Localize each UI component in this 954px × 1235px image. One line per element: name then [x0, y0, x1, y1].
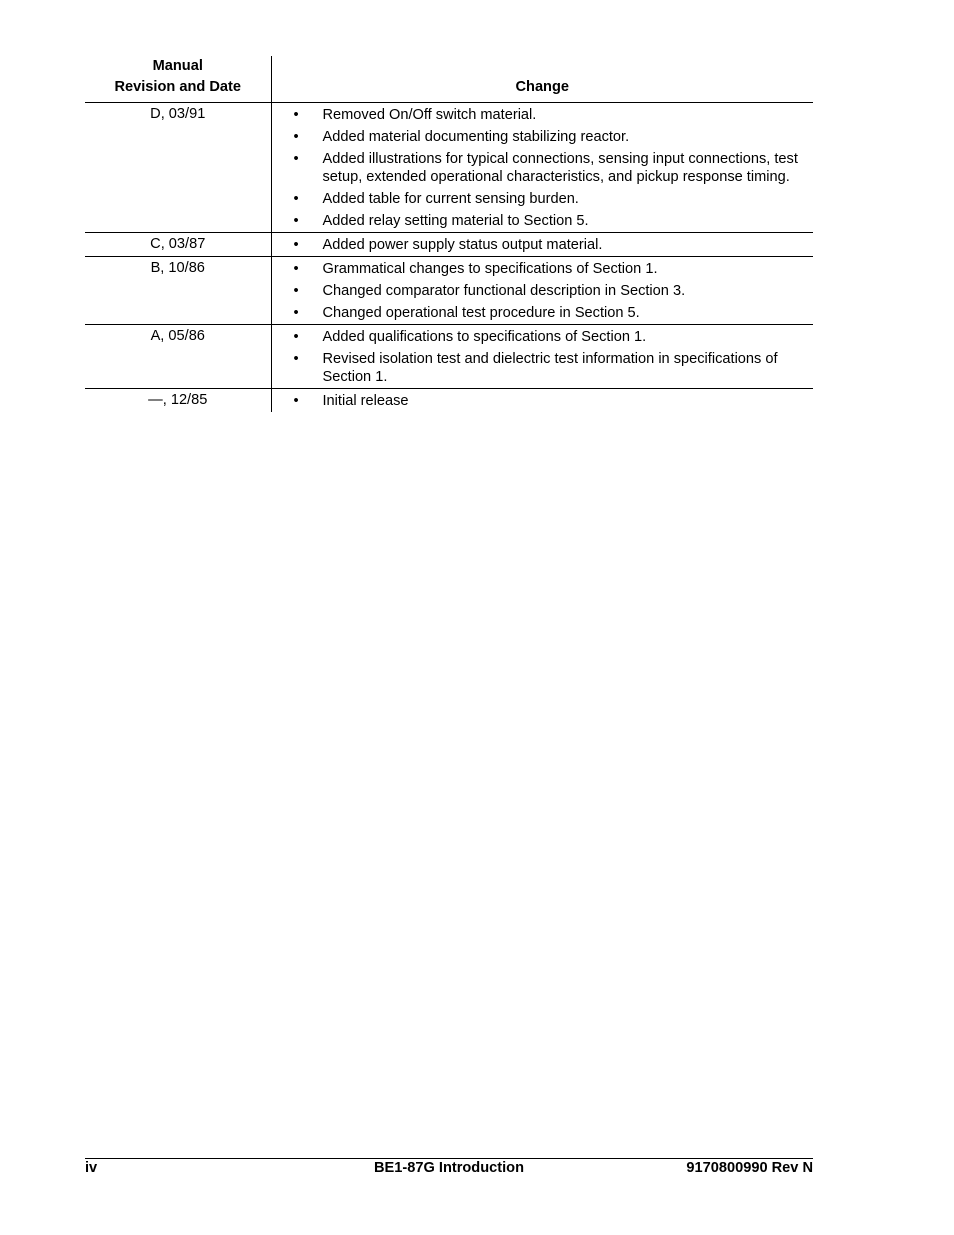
- change-list: [272, 389, 814, 412]
- change-column-header: Change: [271, 56, 813, 103]
- revision-cell: B, 10/86: [85, 257, 271, 325]
- table-row: [85, 325, 813, 389]
- footer-divider: [85, 1158, 813, 1159]
- change-item: • Initial release: [272, 392, 804, 410]
- revision-cell: A, 05/86: [85, 325, 271, 389]
- change-item: • Added illustrations for typical connections, sensing input connections, test setup, extended operational characteristics, and pickup response timing.: [272, 150, 804, 186]
- change-cell: [271, 389, 813, 413]
- change-item: • Grammatical changes to specifications of Section 1.: [272, 260, 804, 278]
- change-list: [272, 325, 814, 388]
- table-row: [85, 389, 813, 413]
- table-row: [85, 233, 813, 257]
- table-row: [85, 103, 813, 233]
- change-cell: [271, 325, 813, 389]
- change-list: [272, 257, 814, 324]
- change-item: • Revised isolation test and dielectric test information in specifications of Section 1.: [272, 350, 804, 386]
- revision-header-line1: Manual: [152, 58, 203, 74]
- revision-history-table: [85, 56, 813, 412]
- change-item: • Added material documenting stabilizing reactor.: [272, 128, 804, 146]
- change-list: [272, 233, 814, 256]
- table-row: [85, 257, 813, 325]
- revision-cell: C, 03/87: [85, 233, 271, 257]
- change-item: • Removed On/Off switch material.: [272, 106, 804, 124]
- footer-document-title: BE1-87G Introduction: [374, 1160, 524, 1176]
- revision-cell: D, 03/91: [85, 103, 271, 233]
- change-item: • Added table for current sensing burden.: [272, 190, 804, 208]
- page-footer: [85, 1160, 813, 1180]
- revision-cell: —, 12/85: [85, 389, 271, 413]
- change-item: • Added relay setting material to Section 5.: [272, 212, 804, 230]
- footer-page-number: iv: [85, 1160, 98, 1176]
- revision-header-line2: Revision and Date: [114, 79, 241, 95]
- change-cell: [271, 103, 813, 233]
- change-item: • Changed comparator functional description in Section 3.: [272, 282, 804, 300]
- footer-document-number: 9170800990 Rev N: [686, 1160, 813, 1176]
- change-list: [272, 103, 814, 232]
- change-cell: [271, 233, 813, 257]
- change-item: • Changed operational test procedure in Section 5.: [272, 304, 804, 322]
- table-header-row: [85, 56, 813, 103]
- change-item: • Added power supply status output material.: [272, 236, 804, 254]
- change-cell: [271, 257, 813, 325]
- revision-column-header: [85, 56, 271, 103]
- change-item: • Added qualifications to specifications of Section 1.: [272, 328, 804, 346]
